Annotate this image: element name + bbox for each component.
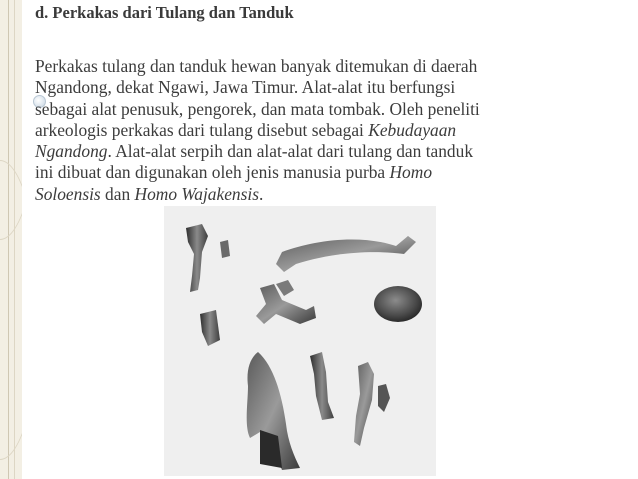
slide-paragraph <box>35 56 635 205</box>
stone-tool <box>374 286 422 322</box>
sidebar-curve <box>0 160 22 460</box>
paragraph-line: Ngandong, dekat Ngawi, Jawa Timur. Alat-alat itu berfungsi <box>35 77 456 98</box>
slide-heading: d. Perkakas dari Tulang dan Tanduk <box>35 3 294 22</box>
paragraph-line <box>35 120 635 141</box>
text-run: arkeologis perkakas dari tulang disebut sebagai <box>35 119 369 140</box>
paragraph-line <box>35 162 635 183</box>
paragraph-line: sebagai alat penusuk, pengorek, dan mata tombak. Oleh peneliti <box>35 98 480 119</box>
paragraph-line <box>35 184 635 205</box>
italic-term: Soloensis <box>35 183 101 204</box>
text-run: . <box>258 183 264 204</box>
bone-tools-photo <box>164 206 436 476</box>
italic-term: Kebudayaan <box>368 119 457 140</box>
bone-tools-illustration <box>164 206 436 476</box>
text-run: dan <box>100 183 135 204</box>
paragraph-line <box>35 141 635 162</box>
text-run: ini dibuat dan digunakan oleh jenis manusia purba <box>35 162 390 183</box>
italic-term: Homo <box>389 162 433 183</box>
paragraph-line: Perkakas tulang dan tanduk hewan banyak ditemukan di daerah <box>35 56 478 76</box>
text-run: . Alat-alat serpih dan alat-alat dari tulang dan tanduk <box>107 141 474 162</box>
decorative-sidebar <box>0 0 22 479</box>
italic-term: Homo Wajakensis <box>134 183 259 204</box>
italic-term: Ngandong <box>35 141 108 162</box>
